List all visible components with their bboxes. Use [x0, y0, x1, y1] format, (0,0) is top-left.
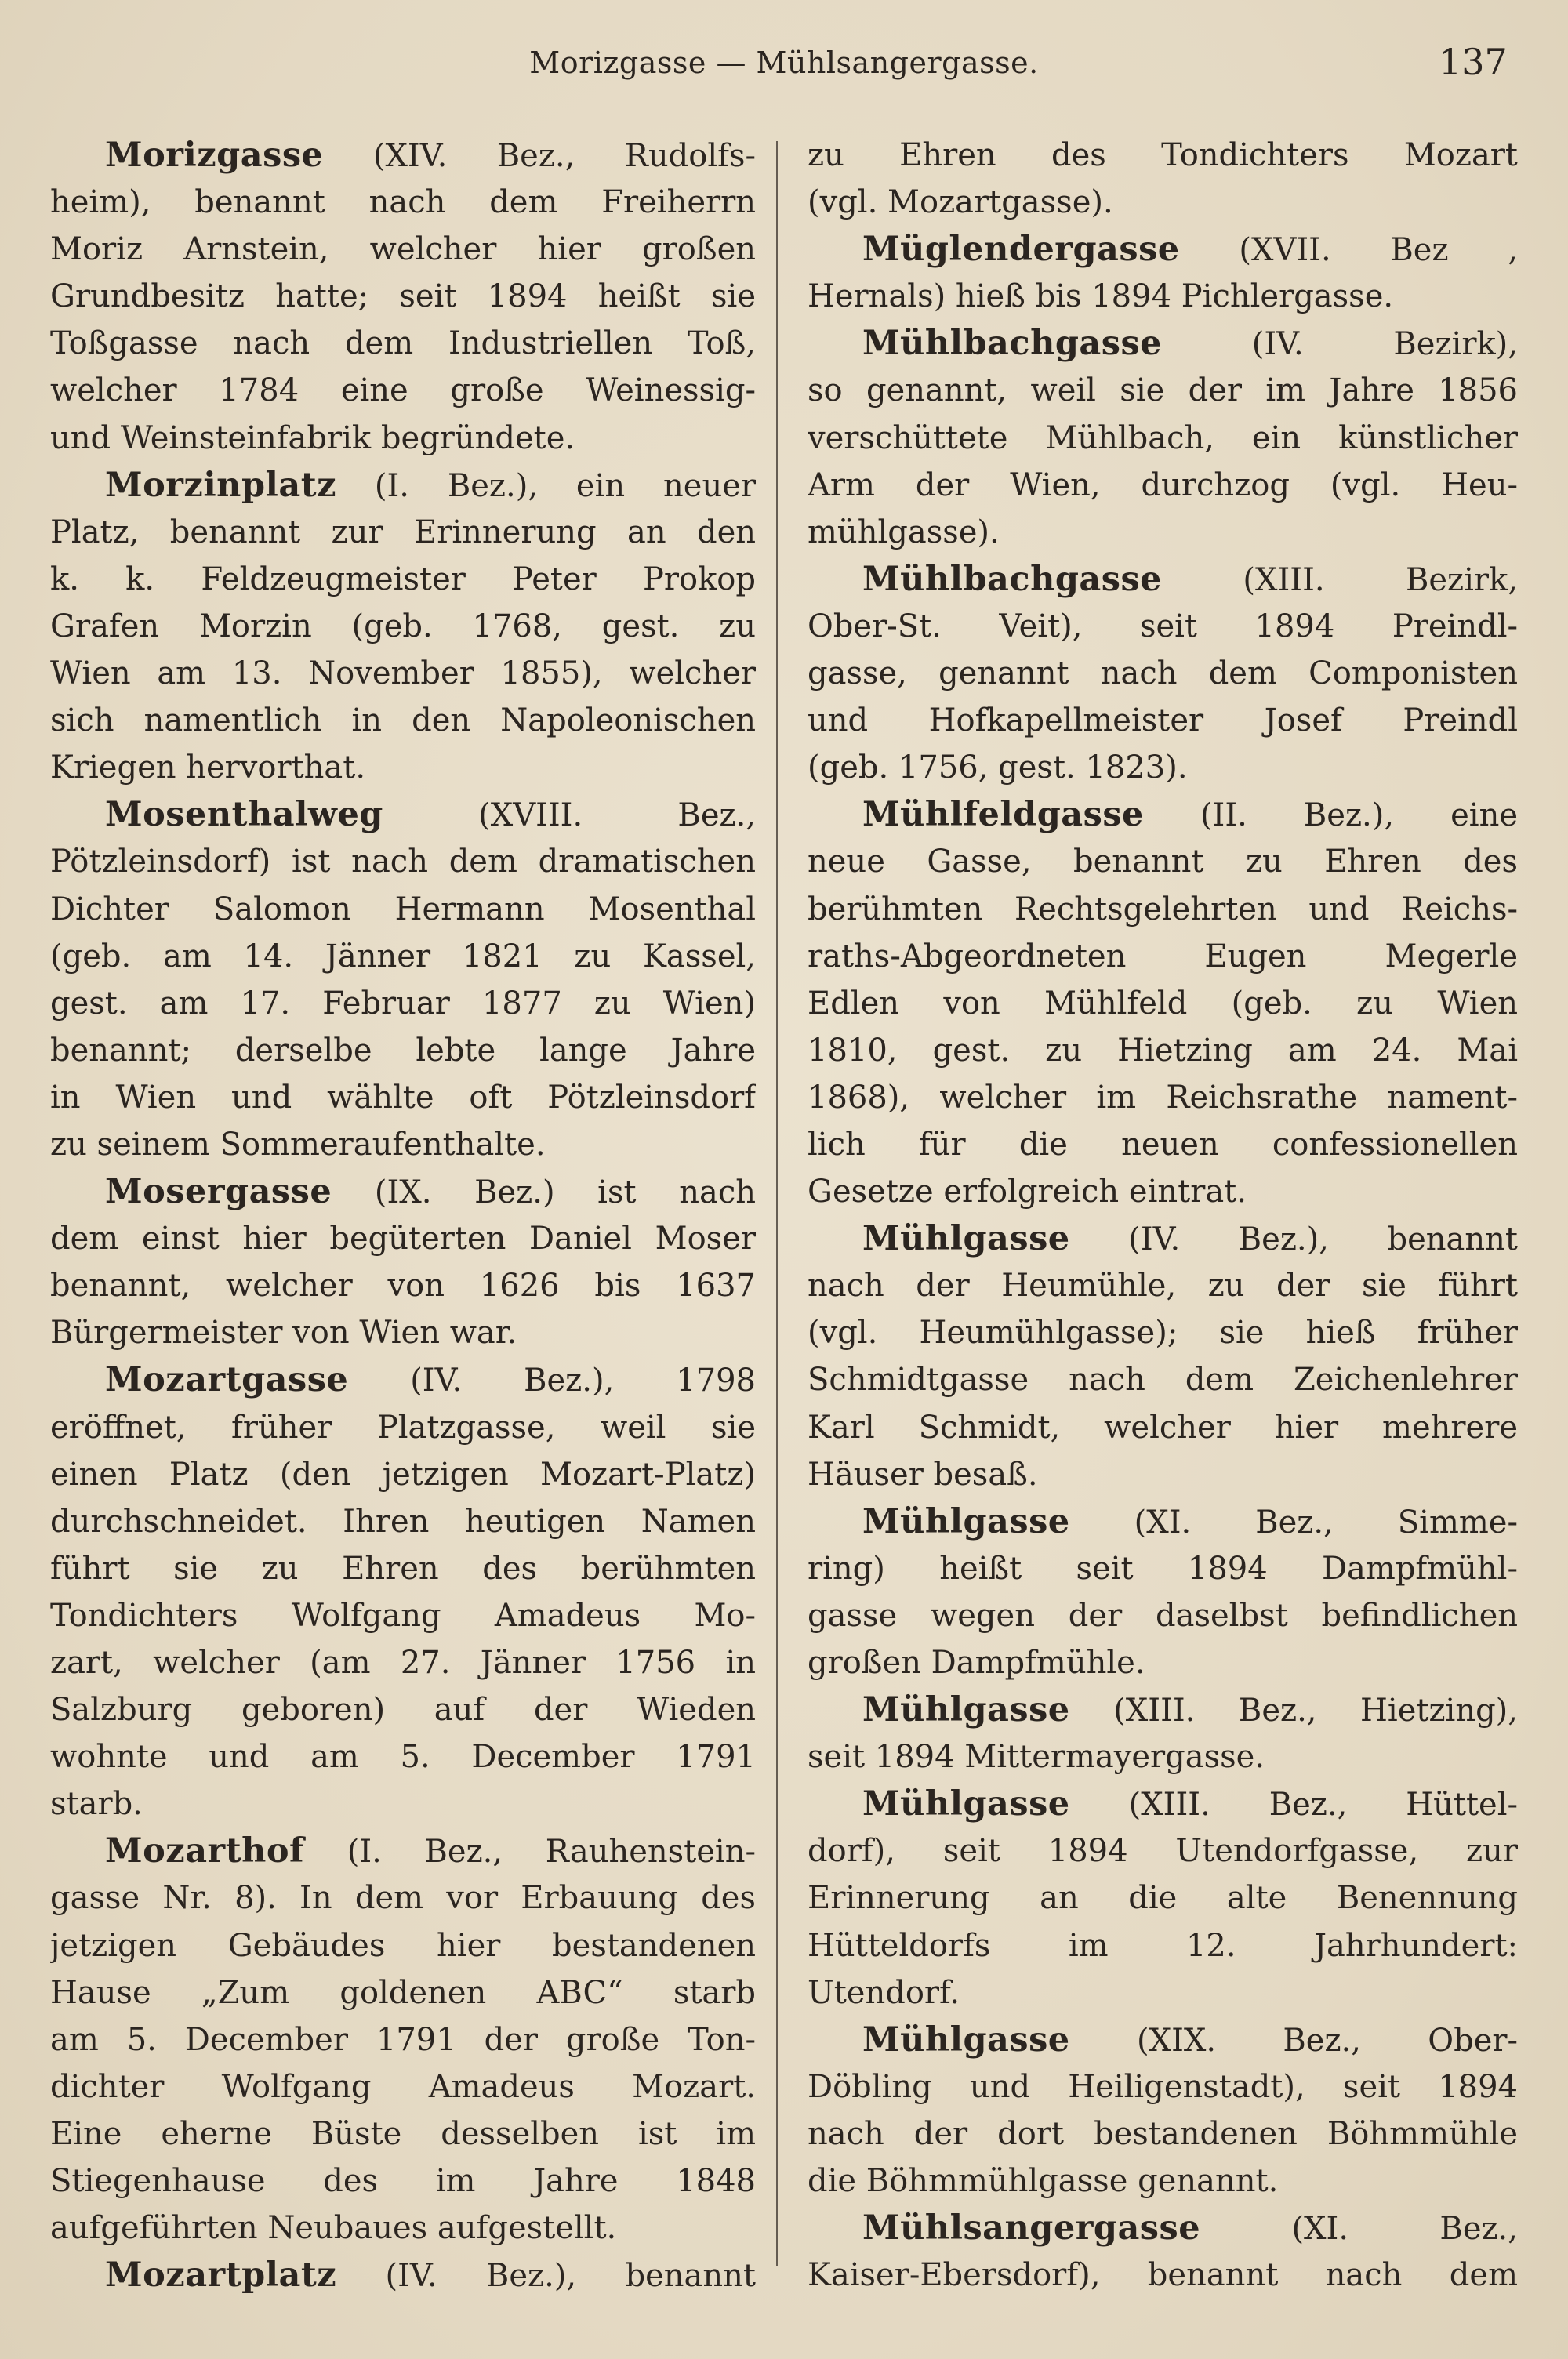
text-line [808, 1404, 1518, 1451]
line-text: (XVII. Bez , [1179, 232, 1518, 269]
entry-headword: Mosergasse [105, 1172, 332, 1212]
line-text: (XI. Bez., Simme- [1069, 1504, 1518, 1541]
line-text: dorf), seit 1894 Utendorfgasse, zur [808, 1833, 1518, 1870]
line-text: jetzigen Gebäudes hier bestandenen [50, 1927, 756, 1964]
text-line [50, 2205, 756, 2252]
line-text: Stiegenhause des im Jahre 1848 [50, 2163, 756, 2200]
text-line [808, 367, 1518, 414]
text-line [50, 933, 756, 980]
text-line [808, 2110, 1518, 2158]
entry-headword: Mozarthof [105, 1831, 305, 1871]
line-text: Ober-St. Veit), seit 1894 Preindl- [808, 608, 1518, 644]
entry-first-line [808, 2016, 1518, 2063]
line-text: benannt; derselbe lebte lange Jahre [50, 1032, 756, 1069]
text-line [808, 1922, 1518, 1969]
text-line [50, 1309, 756, 1356]
entry-first-line [808, 791, 1518, 838]
line-text: eröffnet, früher Platzgasse, weil sie [50, 1409, 756, 1446]
line-text: (IV. Bez.), benannt [336, 2258, 756, 2295]
entry-first-line [808, 1215, 1518, 1262]
entry-headword: Mühlbachgasse [862, 324, 1163, 364]
entry-first-line [50, 1827, 756, 1874]
text-line [50, 1733, 756, 1780]
entry-first-line [50, 462, 756, 509]
line-text: Hernals) hieß bis 1894 Pichlergasse. [808, 278, 1394, 315]
text-line [50, 556, 756, 603]
running-head: Morizgasse — Mühlsangergasse. [529, 45, 1039, 80]
entry-headword: Mosenthalweg [105, 795, 383, 835]
line-text: aufgeführten Neubaues aufgestellt. [50, 2210, 617, 2247]
line-text: Toßgasse nach dem Industriellen Toß, [50, 325, 756, 362]
line-text: lich für die neuen confessionellen [808, 1126, 1518, 1163]
text-line [50, 886, 756, 933]
text-line [808, 273, 1518, 320]
entry-headword: Mühlsangergasse [862, 2208, 1201, 2248]
entry-headword: Mühlgasse [862, 1501, 1070, 1541]
text-line [50, 1498, 756, 1545]
line-text: (geb. am 14. Jänner 1821 zu Kassel, [50, 938, 756, 974]
text-line [50, 1215, 756, 1262]
text-line [808, 1356, 1518, 1403]
line-text: und Hofkapellmeister Josef Preindl [808, 702, 1518, 739]
text-line [808, 462, 1518, 509]
text-line [808, 509, 1518, 556]
text-line [808, 179, 1518, 226]
text-line [50, 980, 756, 1027]
text-line [808, 1451, 1518, 1498]
line-text: Erinnerung an die alte Benennung [808, 1880, 1518, 1917]
line-text: nach der Heumühle, zu der sie führt [808, 1268, 1518, 1305]
left-column [50, 132, 756, 2299]
text-line [50, 1027, 756, 1074]
entry-first-line [50, 1168, 756, 1215]
line-text: Pötzleinsdorf) ist nach dem dramatischen [50, 844, 756, 880]
line-text: großen Dampfmühle. [808, 1645, 1145, 1681]
text-line [808, 415, 1518, 462]
text-line [808, 2063, 1518, 2110]
entry-first-line [808, 320, 1518, 367]
text-line [50, 179, 756, 226]
entry-first-line [808, 1498, 1518, 1545]
line-text: einen Platz (den jetzigen Mozart-Platz) [50, 1456, 756, 1493]
page-number: 137 [1439, 41, 1508, 83]
entry-first-line [808, 1686, 1518, 1733]
line-text: Tondichters Wolfgang Amadeus Mo- [50, 1597, 756, 1634]
line-text: neue Gasse, benannt zu Ehren des [808, 844, 1518, 880]
line-text: am 5. December 1791 der große Ton- [50, 2021, 756, 2058]
line-text: Dichter Salomon Hermann Mosenthal [50, 891, 756, 927]
line-text: die Böhmmühlgasse genannt. [808, 2163, 1279, 2200]
line-text: mühlgasse). [808, 514, 1000, 550]
line-text: gasse Nr. 8). In dem vor Erbauung des [50, 1880, 756, 1917]
text-line [50, 838, 756, 885]
text-line [808, 1027, 1518, 1074]
line-text: Kriegen hervorthat. [50, 749, 366, 786]
text-line [50, 273, 756, 320]
line-text: Döbling und Heiligenstadt), seit 1894 [808, 2068, 1518, 2105]
text-line [808, 1827, 1518, 1874]
entry-headword: Mühlgasse [862, 2020, 1070, 2060]
text-line [50, 744, 756, 791]
text-line [808, 1168, 1518, 1215]
text-line [808, 697, 1518, 744]
text-line [50, 697, 756, 744]
entry-headword: Mühlgasse [862, 1690, 1070, 1730]
line-text: (IV. Bezirk), [1162, 326, 1518, 363]
text-line [808, 2252, 1518, 2299]
line-text: (XIV. Bez., Rudolfs- [323, 138, 756, 174]
line-text: durchschneidet. Ihren heutigen Namen [50, 1503, 756, 1540]
line-text: Bürgermeister von Wien war. [50, 1315, 517, 1352]
text-line [808, 980, 1518, 1027]
text-line [808, 1262, 1518, 1309]
line-text: heim), benannt nach dem Freiherrn [50, 184, 756, 221]
column-divider [776, 141, 778, 2266]
text-line [50, 2063, 756, 2110]
entry-first-line [808, 556, 1518, 603]
line-text: wohnte und am 5. December 1791 [50, 1739, 756, 1776]
text-line [808, 1545, 1518, 1592]
line-text: (I. Bez., Rauhenstein- [304, 1834, 756, 1871]
text-line [808, 1639, 1518, 1686]
text-line [50, 1451, 756, 1498]
line-text: Edlen von Mühlfeld (geb. zu Wien [808, 985, 1518, 1022]
text-line [50, 320, 756, 367]
text-line [808, 650, 1518, 697]
line-text: (IV. Bez.), 1798 [348, 1363, 756, 1399]
line-text: (IV. Bez.), benannt [1069, 1221, 1518, 1258]
line-text: benannt, welcher von 1626 bis 1637 [50, 1268, 756, 1305]
text-line [808, 1874, 1518, 1922]
text-line [808, 933, 1518, 980]
text-line [50, 1121, 756, 1168]
line-text: Häuser besaß. [808, 1456, 1038, 1493]
text-line [50, 415, 756, 462]
entry-headword: Müglendergasse [862, 230, 1180, 270]
text-line [50, 1262, 756, 1309]
line-text: (IX. Bez.) ist nach [332, 1174, 756, 1211]
line-text: (XIII. Bez., Hietzing), [1069, 1693, 1518, 1729]
line-text: zart, welcher (am 27. Jänner 1756 in [50, 1645, 756, 1681]
line-text: (vgl. Mozartgasse). [808, 184, 1113, 221]
line-text: berühmten Rechtsgelehrten und Reichs- [808, 891, 1518, 927]
line-text: gasse, genannt nach dem Componisten [808, 655, 1518, 692]
text-line [50, 1545, 756, 1592]
line-text: und Weinsteinfabrik begründete. [50, 419, 575, 456]
line-text: so genannt, weil sie der im Jahre 1856 [808, 372, 1518, 409]
line-text: 1868), welcher im Reichsrathe nament- [808, 1079, 1518, 1116]
text-line [808, 1074, 1518, 1121]
text-line [50, 2016, 756, 2063]
text-line [808, 603, 1518, 650]
text-line [808, 2158, 1518, 2205]
text-line [50, 603, 756, 650]
text-line [808, 886, 1518, 933]
text-line [808, 1733, 1518, 1780]
text-line [50, 1639, 756, 1686]
entry-first-line [50, 2252, 756, 2299]
line-text: welcher 1784 eine große Weinessig- [50, 372, 756, 409]
entry-headword: Mozartgasse [105, 1360, 349, 1400]
line-text: zu seinem Sommeraufenthalte. [50, 1126, 546, 1163]
line-text: (XVIII. Bez., [383, 797, 756, 834]
entry-first-line [808, 226, 1518, 273]
line-text: Karl Schmidt, welcher hier mehrere [808, 1409, 1518, 1446]
line-text: (vgl. Heumühlgasse); sie hieß früher [808, 1315, 1518, 1352]
line-text: Schmidtgasse nach dem Zeichenlehrer [808, 1362, 1518, 1399]
text-line [50, 1969, 756, 2016]
text-line [50, 1780, 756, 1827]
line-text: starb. [50, 1786, 143, 1823]
line-text: Utendorf. [808, 1974, 960, 2011]
text-line [50, 1074, 756, 1121]
line-text: Kaiser-Ebersdorf), benannt nach dem [808, 2257, 1518, 2294]
text-line [808, 744, 1518, 791]
line-text: Moriz Arnstein, welcher hier großen [50, 231, 756, 268]
text-line [50, 1686, 756, 1733]
line-text: dichter Wolfgang Amadeus Mozart. [50, 2068, 756, 2105]
line-text: Eine eherne Büste desselben ist im [50, 2115, 756, 2152]
entry-first-line [808, 1780, 1518, 1827]
line-text: (XI. Bez., [1200, 2211, 1518, 2248]
text-line [50, 226, 756, 273]
line-text: Grafen Morzin (geb. 1768, gest. zu [50, 608, 756, 644]
text-line [50, 1874, 756, 1922]
line-text: zu Ehren des Tondichters Mozart [808, 137, 1518, 173]
entry-first-line [50, 132, 756, 179]
line-text: Wien am 13. November 1855), welcher [50, 655, 756, 692]
line-text: in Wien und wählte oft Pötzleinsdorf [50, 1079, 756, 1116]
entry-headword: Morizgasse [105, 136, 324, 175]
entry-headword: Mozartplatz [105, 2256, 337, 2295]
text-line [808, 838, 1518, 885]
entry-headword: Mühlgasse [862, 1784, 1070, 1824]
text-line [808, 1309, 1518, 1356]
text-line [808, 1592, 1518, 1639]
text-line [808, 132, 1518, 179]
line-text: Platz, benannt zur Erinnerung an den [50, 514, 756, 550]
text-line [50, 509, 756, 556]
line-text: verschüttete Mühlbach, ein künstlicher [808, 419, 1518, 456]
line-text: Hütteldorfs im 12. Jahrhundert: [808, 1927, 1518, 1964]
line-text: (geb. 1756, gest. 1823). [808, 749, 1188, 786]
line-text: (I. Bez.), ein neuer [336, 467, 756, 504]
line-text: 1810, gest. zu Hietzing am 24. Mai [808, 1032, 1518, 1069]
line-text: Hause „Zum goldenen ABC“ starb [50, 1974, 756, 2011]
text-line [50, 650, 756, 697]
line-text: raths-Abgeordneten Eugen Megerle [808, 938, 1518, 974]
line-text: Arm der Wien, durchzog (vgl. Heu- [808, 466, 1518, 503]
entry-first-line [808, 2205, 1518, 2252]
line-text: k. k. Feldzeugmeister Peter Prokop [50, 561, 756, 597]
entry-first-line [50, 791, 756, 838]
line-text: seit 1894 Mittermayergasse. [808, 1739, 1265, 1776]
entry-first-line [50, 1356, 756, 1403]
text-line [808, 1969, 1518, 2016]
line-text: nach der dort bestandenen Böhmmühle [808, 2115, 1518, 2152]
text-line [50, 2158, 756, 2205]
text-line [808, 1121, 1518, 1168]
text-line [50, 1922, 756, 1969]
entry-headword: Mühlbachgasse [862, 559, 1163, 599]
line-text: Grundbesitz hatte; seit 1894 heißt sie [50, 278, 756, 315]
entry-headword: Mühlfeldgasse [862, 795, 1144, 835]
entry-headword: Mühlgasse [862, 1219, 1070, 1259]
line-text: sich namentlich in den Napoleonischen [50, 702, 756, 739]
line-text: ring) heißt seit 1894 Dampfmühl- [808, 1550, 1518, 1587]
line-text: (XIII. Bez., Hüttel- [1069, 1787, 1518, 1824]
entry-headword: Morzinplatz [105, 465, 336, 505]
text-line [50, 1592, 756, 1639]
line-text: Gesetze erfolgreich eintrat. [808, 1174, 1247, 1210]
text-line [50, 2110, 756, 2158]
text-line [50, 367, 756, 414]
line-text: führt sie zu Ehren des berühmten [50, 1550, 756, 1587]
right-column [808, 132, 1518, 2299]
line-text: (XIII. Bezirk, [1162, 561, 1518, 598]
line-text: (XIX. Bez., Ober- [1069, 2022, 1518, 2059]
line-text: Salzburg geboren) auf der Wieden [50, 1692, 756, 1729]
line-text: (II. Bez.), eine [1143, 797, 1518, 834]
text-line [50, 1404, 756, 1451]
line-text: dem einst hier begüterten Daniel Moser [50, 1221, 756, 1258]
line-text: gasse wegen der daselbst befindlichen [808, 1597, 1518, 1634]
line-text: gest. am 17. Februar 1877 zu Wien) [50, 985, 756, 1022]
